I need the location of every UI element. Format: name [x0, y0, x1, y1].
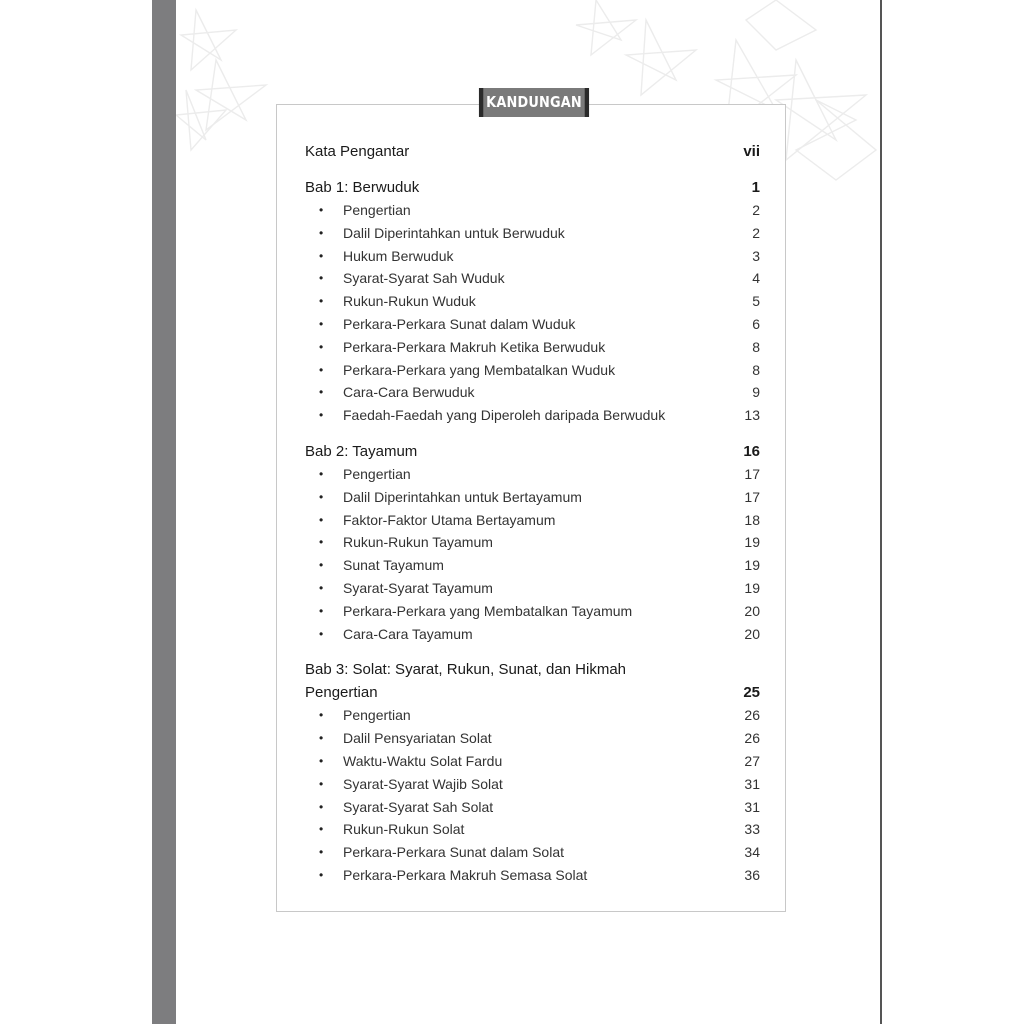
toc-page-number: 19 [744, 557, 760, 574]
toc-entry[interactable] [305, 750, 760, 773]
toc-page-number: 17 [744, 488, 760, 505]
toc-page-number: 36 [744, 866, 760, 883]
toc-page-number: 19 [744, 579, 760, 596]
toc-entry-label: Pengertian [343, 202, 411, 218]
toc-chapter-heading[interactable] [305, 140, 760, 163]
toc-entry[interactable] [305, 704, 760, 727]
toc-entry[interactable] [305, 623, 760, 646]
toc-page-number: 27 [744, 752, 760, 769]
toc-page-number: 2 [752, 224, 760, 241]
toc-chapter-heading[interactable] [305, 658, 760, 681]
toc-entry[interactable] [305, 600, 760, 623]
bullet-icon: • [319, 822, 324, 837]
section-gap [305, 427, 760, 440]
toc-entry-label: Dalil Diperintahkan untuk Bertayamum [343, 488, 582, 505]
toc-entry-label: Dalil Diperintahkan untuk Berwuduk [343, 224, 565, 241]
bullet-icon: • [319, 867, 324, 882]
toc-entry-label: Perkara-Perkara yang Membatalkan Wuduk [343, 361, 616, 378]
toc-page-number: 20 [744, 602, 760, 619]
toc-page-number: 33 [744, 821, 760, 838]
toc-entry[interactable] [305, 727, 760, 750]
toc-entry-label: Dalil Pensyariatan Solat [343, 730, 492, 747]
toc-entry-label: Faktor-Faktor Utama Bertayamum [343, 511, 556, 528]
toc-entry[interactable] [305, 531, 760, 554]
toc-page-number: 4 [752, 270, 760, 287]
toc-entry-label: Syarat-Syarat Sah Solat [343, 798, 494, 815]
bullet-icon: • [319, 708, 324, 723]
toc-page-number: 16 [743, 442, 760, 460]
toc-entry[interactable] [305, 290, 760, 313]
bullet-icon: • [319, 776, 324, 791]
bullet-icon: • [319, 225, 324, 240]
toc-entry[interactable] [305, 359, 760, 382]
toc-entry-label: Rukun-Rukun Solat [343, 821, 465, 838]
toc-entry[interactable] [305, 404, 760, 427]
toc-entry[interactable] [305, 313, 760, 336]
bullet-icon: • [319, 294, 324, 309]
toc-entry[interactable] [305, 818, 760, 841]
toc-entry-label: Faedah-Faedah yang Diperoleh daripada Berwuduk [343, 407, 666, 424]
toc-page-number: 34 [744, 844, 760, 861]
toc-page-number: 2 [752, 202, 760, 218]
toc-entry[interactable] [305, 773, 760, 796]
toc-entry-label: Waktu-Waktu Solat Fardu [343, 752, 503, 769]
toc-entry-label: Perkara-Perkara Sunat dalam Wuduk [343, 315, 576, 332]
toc-entry[interactable] [305, 222, 760, 245]
toc-entry[interactable] [305, 577, 760, 600]
toc-entry-label: Perkara-Perkara yang Membatalkan Tayamum [343, 602, 633, 619]
bullet-icon: • [319, 512, 324, 527]
toc-entry[interactable] [305, 864, 760, 887]
toc-entry-label: Pengertian [343, 707, 411, 724]
toc-page-number: 20 [744, 625, 760, 642]
toc-entry[interactable] [305, 381, 760, 404]
toc-entry-label: Syarat-Syarat Tayamum [343, 579, 493, 596]
toc-entry-label: Perkara-Perkara Sunat dalam Solat [343, 844, 564, 861]
bullet-icon: • [319, 580, 324, 595]
bullet-icon: • [319, 385, 324, 400]
toc-page-number: 26 [744, 730, 760, 747]
toc-entry[interactable] [305, 841, 760, 864]
toc-entry-label: Rukun-Rukun Wuduk [343, 293, 476, 310]
toc-entry[interactable] [305, 245, 760, 268]
toc-entry-label: Sunat Tayamum [343, 557, 444, 574]
toc-entry-label: Kata Pengantar [305, 143, 410, 160]
toc-page-number: 5 [752, 293, 760, 310]
bullet-icon: • [319, 626, 324, 641]
toc-list [305, 140, 760, 887]
toc-entry[interactable] [305, 199, 760, 222]
toc-entry[interactable] [305, 463, 760, 486]
toc-entry-label: Bab 1: Berwuduk [305, 179, 420, 196]
toc-page-number: 13 [744, 407, 760, 424]
toc-page-number: 17 [744, 465, 760, 482]
toc-chapter-heading[interactable] [305, 681, 760, 704]
toc-entry[interactable] [305, 486, 760, 509]
toc-entry[interactable] [305, 554, 760, 577]
toc-entry-label: Pengertian [343, 465, 411, 482]
toc-page-number: 18 [744, 511, 760, 528]
section-gap [305, 163, 760, 176]
toc-entry-label: Syarat-Syarat Sah Wuduk [343, 270, 505, 287]
toc-title: KANDUNGAN [479, 88, 589, 117]
toc-chapter-heading[interactable] [305, 440, 760, 463]
toc-entry[interactable] [305, 796, 760, 819]
book-spine-bar [152, 0, 176, 1024]
bullet-icon: • [319, 362, 324, 377]
toc-entry-label: Syarat-Syarat Wajib Solat [343, 775, 503, 792]
bullet-icon: • [319, 489, 324, 504]
toc-entry-label: Perkara-Perkara Makruh Semasa Solat [343, 866, 588, 883]
toc-entry[interactable] [305, 509, 760, 532]
bullet-icon: • [319, 603, 324, 618]
bullet-icon: • [319, 408, 324, 423]
bullet-icon: • [319, 203, 324, 217]
bullet-icon: • [319, 799, 324, 814]
toc-page-number: 8 [752, 361, 760, 378]
toc-page-number: 31 [744, 798, 760, 815]
bullet-icon: • [319, 731, 324, 746]
toc-page-number: 8 [752, 338, 760, 355]
page-edge-line [880, 0, 882, 1024]
toc-entry-label: Hukum Berwuduk [343, 247, 454, 264]
toc-page-number: 9 [752, 384, 760, 401]
toc-entry-label: Cara-Cara Berwuduk [343, 384, 475, 401]
toc-page-number: 6 [752, 315, 760, 332]
toc-entry[interactable] [305, 336, 760, 359]
toc-entry-label: Cara-Cara Tayamum [343, 625, 473, 642]
bullet-icon: • [319, 271, 324, 286]
toc-entry-label: Bab 2: Tayamum [305, 442, 418, 460]
toc-page-number: vii [743, 143, 760, 160]
toc-page-number: 31 [744, 775, 760, 792]
bullet-icon: • [319, 845, 324, 860]
section-gap [305, 645, 760, 658]
toc-page-number: 3 [752, 247, 760, 264]
toc-entry-label: Rukun-Rukun Tayamum [343, 534, 493, 551]
toc-entry-label: Bab 3: Solat: Syarat, Rukun, Sunat, dan Hikmah [305, 661, 627, 679]
bullet-icon: • [319, 316, 324, 331]
toc-entry-label: Perkara-Perkara Makruh Ketika Berwuduk [343, 338, 606, 355]
toc-page-number: 1 [751, 179, 760, 196]
bullet-icon: • [319, 753, 324, 768]
toc-chapter-heading[interactable] [305, 176, 760, 199]
bullet-icon: • [319, 558, 324, 573]
bullet-icon: • [319, 535, 324, 550]
toc-page-number: 19 [744, 534, 760, 551]
bullet-icon: • [319, 248, 324, 263]
toc-entry-label: Pengertian [305, 684, 378, 702]
toc-page-number: 25 [743, 684, 760, 702]
bullet-icon: • [319, 466, 324, 481]
toc-page-number: 26 [744, 707, 760, 724]
toc-entry[interactable] [305, 267, 760, 290]
bullet-icon: • [319, 339, 324, 354]
